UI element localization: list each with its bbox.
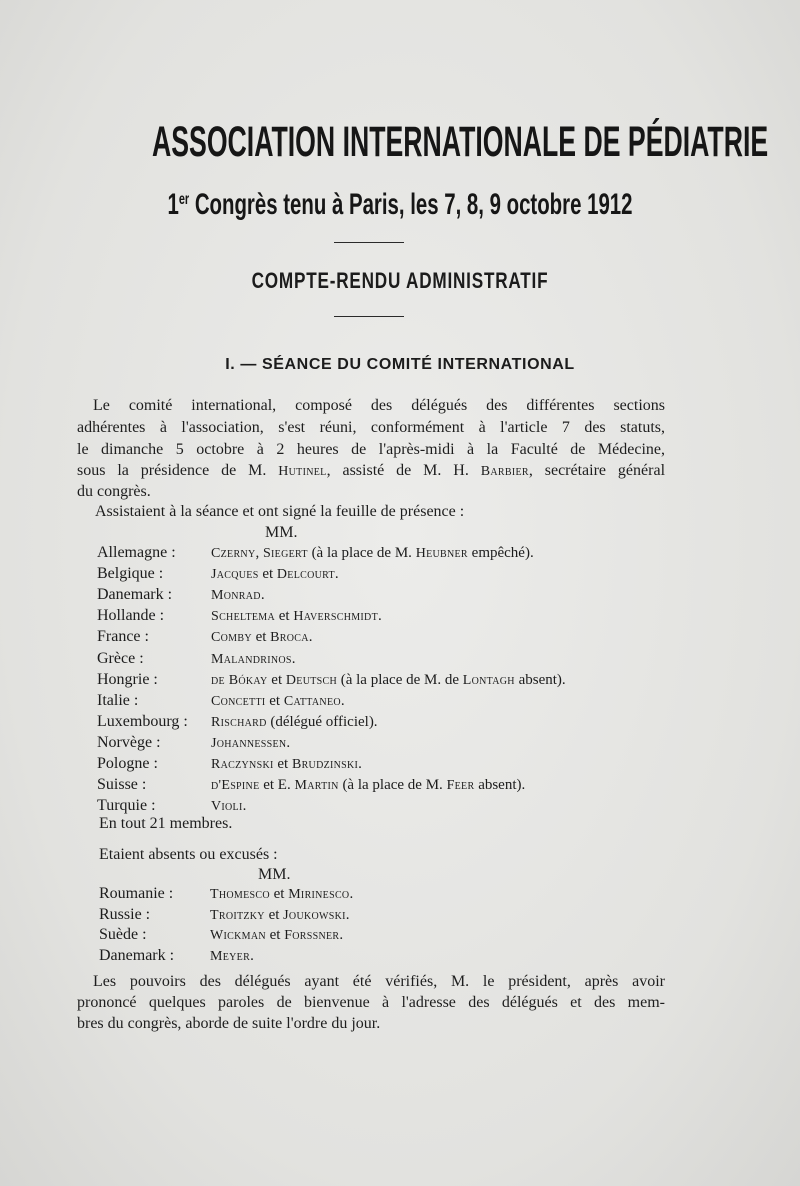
delegate-text: (à la place de M. de [336, 671, 463, 688]
delegate-name: Siegert [262, 546, 308, 561]
delegate-names [211, 756, 362, 773]
subtitle-text: Congrès tenu à Paris, les 7, 8, 9 octobre 1912 [194, 188, 633, 221]
country-label: Turquie : [97, 797, 156, 815]
delegate-text: (à la place de M. [338, 777, 447, 794]
delegate-name: Rischard [211, 714, 267, 730]
delegate-name: Feer [446, 778, 475, 794]
country-label: Suisse : [97, 776, 147, 794]
congress-subtitle [128, 188, 672, 222]
intro-line-1: Le comité international, composé des délégués des différentes sections [93, 397, 665, 414]
delegate-text: (à la place de M. [307, 545, 416, 561]
intro-line-4-a: sous la présidence de M. [77, 462, 279, 479]
delegate-text: . [286, 734, 291, 751]
delegate-name: Concetti [211, 693, 266, 709]
delegate-name: Heubner [415, 546, 468, 561]
delegate-names [211, 566, 339, 583]
delegate-name: Joukowski [283, 907, 346, 923]
delegate-text: absent). [474, 777, 526, 794]
delegate-text: absent). [514, 671, 566, 688]
delegate-name: Meyer [210, 948, 251, 964]
delegate-name: Comby [211, 630, 252, 646]
delegate-name: Brudzinski [291, 757, 359, 772]
country-label: Italie : [97, 691, 139, 709]
document-title: ASSOCIATION INTERNATIONALE DE PÉDIATRIE [152, 118, 769, 166]
delegate-names [210, 927, 343, 944]
country-label: Danemark : [97, 586, 173, 604]
delegate-text: et [264, 906, 284, 923]
delegate-names [211, 777, 525, 794]
country-label: Belgique : [97, 565, 164, 583]
country-label: Danemark : [99, 946, 175, 964]
delegate-name: Haverschmidt [293, 609, 378, 625]
closing-line-3: bres du congrès, aborde de suite l'ordre du jour. [77, 1015, 381, 1032]
delegate-name: Lontagh [462, 672, 515, 688]
delegate-name: d'Espine [211, 778, 260, 794]
country-label: Norvège : [97, 733, 161, 751]
delegate-text: , [255, 545, 263, 561]
delegate-name: Malandrinos [211, 651, 292, 667]
delegate-text: (délégué officiel). [266, 713, 378, 730]
delegate-name: Delcourt [276, 567, 335, 583]
closing-line-1: Les pouvoirs des délégués ayant été vérifiés, M. le président, après avoir [93, 973, 665, 990]
intro-line-5: du congrès. [77, 483, 151, 500]
delegate-text: et [267, 671, 286, 688]
intro-line-3: le dimanche 5 octobre à 2 heures de l'après-midi à la Faculté de Médecine, [77, 441, 665, 458]
intro-line-4 [77, 462, 665, 480]
subtitle-ordinal-sup: er [178, 191, 190, 208]
total-members: En tout 21 membres. [99, 815, 233, 832]
delegate-text: . [349, 886, 354, 902]
delegate-name: Johannessen [211, 735, 287, 751]
section-heading: I. — SÉANCE DU COMITÉ INTERNATIONAL [225, 356, 575, 373]
delegate-name: Jacques [211, 567, 259, 583]
delegate-text: . [334, 566, 339, 583]
intro-line-4-b: , assisté de M. H. [326, 462, 481, 479]
delegate-names [211, 545, 534, 562]
country-label: Pologne : [97, 755, 158, 772]
delegate-text: empêché). [467, 545, 534, 561]
absent-mm-label: MM. [258, 866, 291, 883]
delegate-text: . [340, 692, 345, 709]
delegate-names [211, 608, 382, 625]
delegate-text: et [265, 927, 285, 943]
delegate-name: Scheltema [211, 609, 276, 625]
country-label: Hollande : [97, 607, 165, 625]
delegate-name: Deutsch [285, 672, 337, 688]
present-mm-label: MM. [265, 524, 298, 541]
delegate-names [210, 907, 350, 924]
country-label: France : [97, 628, 149, 646]
delegate-text: et [269, 886, 289, 902]
delegate-name: Wickman [210, 928, 266, 943]
country-label: Russie : [99, 905, 151, 923]
delegate-name: Thomesco [210, 887, 270, 902]
delegate-text: . [339, 927, 344, 943]
country-label: Hongrie : [97, 670, 158, 688]
delegate-text: et [265, 692, 284, 709]
intro-line-4-c: , secrétaire général [528, 462, 666, 479]
country-label: Luxembourg : [97, 712, 188, 730]
divider-bottom [334, 316, 404, 317]
delegate-text: . [291, 650, 296, 667]
intro-line-2: adhérentes à l'association, s'est réuni, conformément à l'article 7 des statuts, [77, 419, 665, 436]
delegate-text: . [250, 947, 254, 964]
president-name: Hutinel [278, 464, 327, 479]
delegate-names [211, 651, 296, 668]
delegate-name: Cattaneo [283, 693, 341, 709]
delegate-names [211, 798, 246, 815]
delegate-names [210, 948, 254, 965]
delegate-name: Violi [211, 799, 243, 815]
delegate-name: Monrad [211, 588, 261, 604]
delegate-text: et [273, 756, 292, 772]
country-label: Roumanie : [99, 885, 174, 902]
absent-intro: Etaient absents ou excusés : [99, 846, 278, 863]
delegate-name: Forssner [284, 928, 340, 943]
secretary-name: Barbier [480, 464, 529, 479]
delegate-text: et [251, 629, 271, 646]
delegate-names [211, 735, 290, 752]
delegate-text: et [275, 608, 294, 625]
delegate-name: Martin [294, 778, 339, 794]
delegate-name: de Bókay [211, 672, 268, 688]
delegate-text: . [378, 608, 382, 625]
delegate-name: Broca [270, 630, 309, 646]
delegate-name: Czerny [211, 546, 256, 561]
country-label: Grèce : [97, 649, 144, 667]
delegate-names [211, 587, 265, 604]
delegate-name: Mirinesco [288, 887, 350, 902]
delegate-names [211, 714, 378, 731]
delegate-text: et [258, 566, 277, 583]
delegate-name: Raczynski [211, 757, 274, 772]
country-label: Allemagne : [97, 544, 176, 561]
compte-rendu-heading: COMPTE-RENDU ADMINISTRATIF [251, 268, 549, 293]
delegate-text: . [260, 587, 265, 604]
delegate-names [210, 886, 353, 903]
delegate-names [211, 672, 566, 689]
present-intro: Assistaient à la séance et ont signé la feuille de présence : [95, 503, 465, 520]
closing-line-2: prononcé quelques paroles de bienvenue à l'adresse des délégués et des mem- [77, 994, 665, 1011]
delegate-name: Troitzky [210, 907, 265, 923]
delegate-text: . [358, 756, 362, 772]
delegate-text: . [242, 798, 247, 815]
delegate-text: . [345, 906, 350, 923]
delegate-text: . [308, 629, 313, 646]
subtitle-ordinal: 1 [167, 188, 179, 221]
delegate-names [211, 693, 345, 710]
divider-top [334, 242, 404, 243]
delegate-names [211, 629, 313, 646]
country-label: Suède : [99, 926, 147, 943]
delegate-text: et E. [259, 777, 295, 794]
